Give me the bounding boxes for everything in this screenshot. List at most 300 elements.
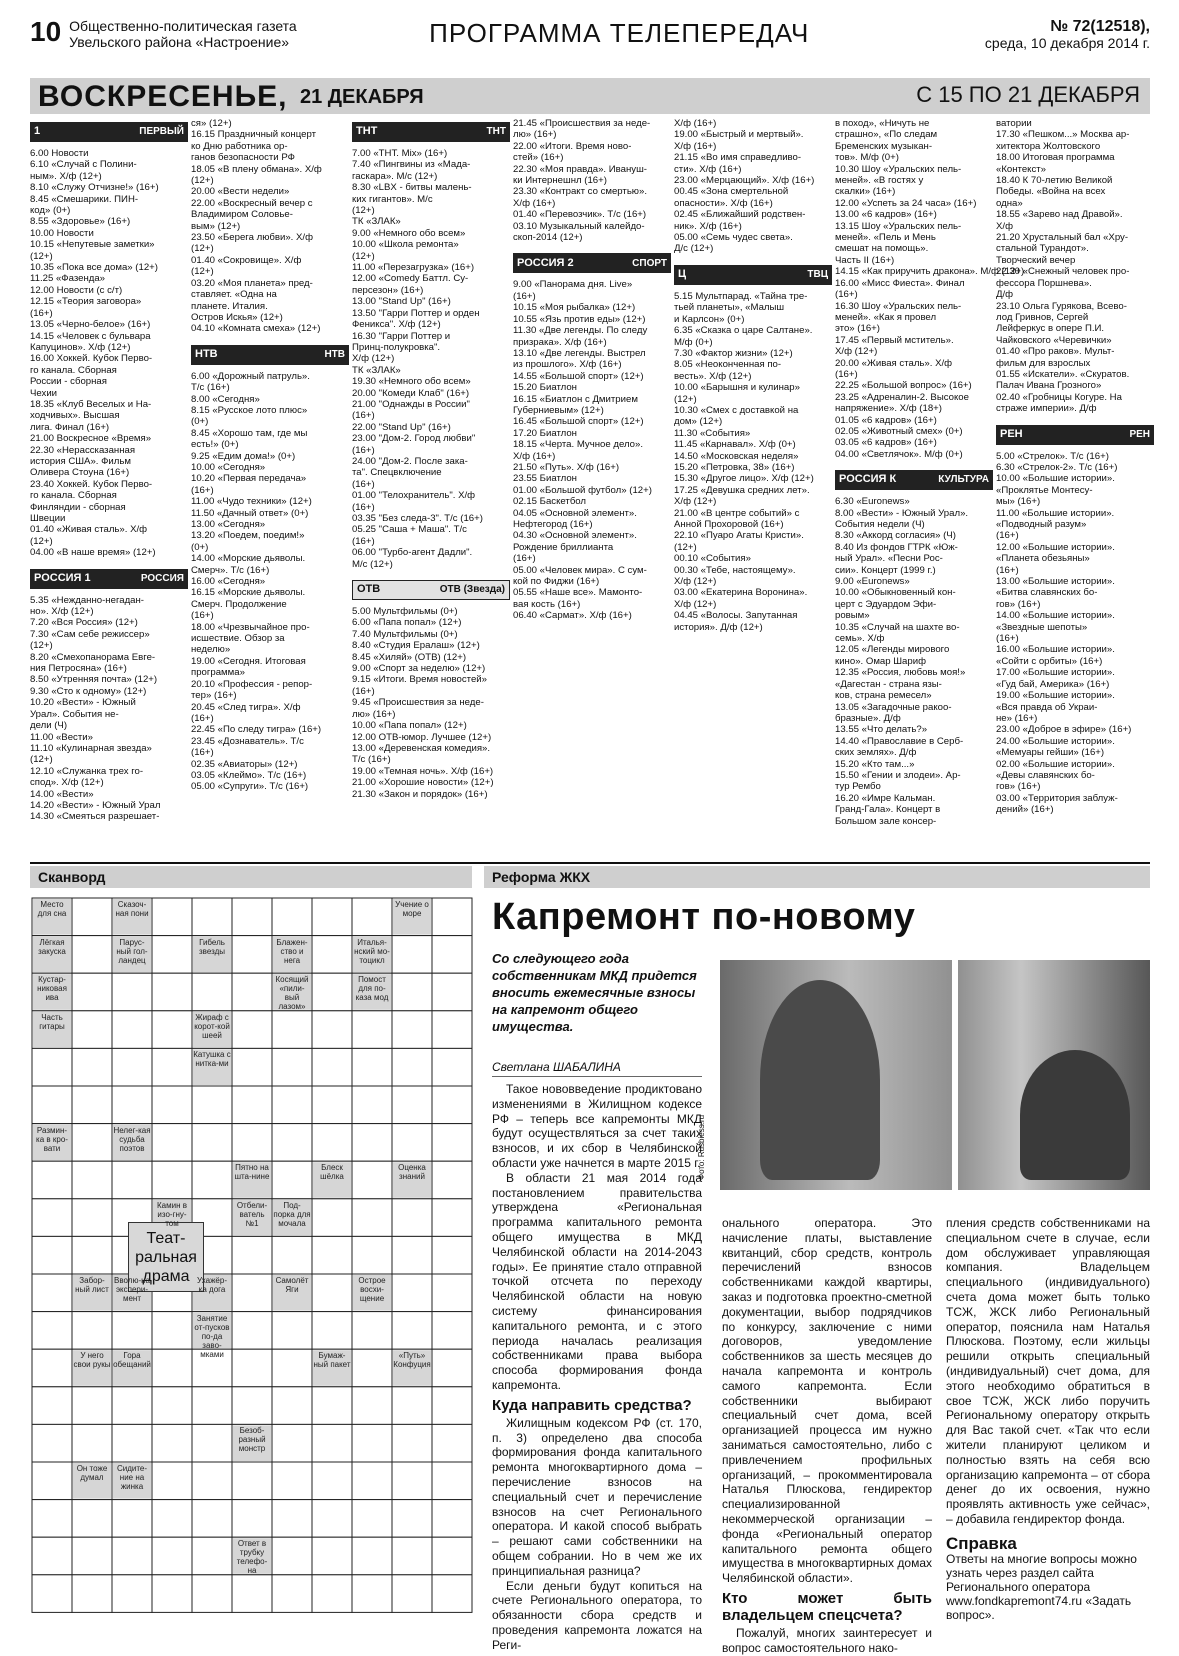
crossword-cell[interactable] — [32, 1199, 72, 1237]
crossword-cell[interactable] — [352, 1124, 392, 1162]
program-line: (12+) — [352, 205, 375, 217]
program-line: Остров Искья» (12+) — [191, 311, 283, 323]
crossword-cell[interactable] — [112, 1161, 152, 1199]
crossword-cell[interactable] — [392, 1387, 432, 1425]
crossword-cell[interactable] — [432, 1161, 472, 1199]
crossword-cell[interactable] — [152, 1011, 192, 1049]
crossword-cell[interactable] — [272, 1312, 312, 1350]
article-paragraph: Такое нововведение продиктовано изменениями в Жилищном кодексе РФ – теперь все капремонты МКД будут осуществляться за счет таких взносов, и их сбор в Челябинской области уже начнется в марте 2015 г. — [492, 1082, 702, 1170]
program-line: (16+) — [513, 290, 536, 302]
crossword-cell[interactable] — [232, 1349, 272, 1387]
crossword-cell[interactable] — [72, 1500, 112, 1538]
crossword-cell[interactable] — [272, 1462, 312, 1500]
program-line: 02.40 «Гробницы Когуре. На — [996, 391, 1122, 403]
crossword-cell[interactable] — [312, 1312, 352, 1350]
program-line: есть!» (0+) — [191, 439, 239, 451]
crossword-cell[interactable] — [352, 1500, 392, 1538]
program-line: 7.40 «Пингвины из «Мада- — [352, 159, 471, 171]
crossword-cell[interactable] — [232, 1011, 272, 1049]
crossword-cell[interactable] — [432, 1424, 472, 1462]
crossword-cell[interactable] — [392, 1500, 432, 1538]
crossword-cell[interactable] — [312, 1500, 352, 1538]
crossword-cell[interactable] — [72, 973, 112, 1011]
crossword-cell[interactable] — [32, 1462, 72, 1500]
program-line: страшно», «По следам — [835, 129, 938, 141]
program-line: гаскара». М/с (12+) — [352, 170, 438, 182]
crossword-cell[interactable] — [152, 1575, 192, 1613]
program-line: 12.35 «Россия, любовь моя!» — [835, 667, 966, 679]
program-line: 9.30 «Сто к одному» (12+) — [30, 685, 147, 697]
program-line: 05.00 «Семь чудес света». — [674, 232, 793, 244]
program-line: 18.00 Итоговая программа — [996, 152, 1115, 164]
crossword-cell[interactable] — [72, 1086, 112, 1124]
program-line: 10.00 «Барышня и кулинар» — [674, 382, 800, 394]
program-line: 05.00 «Человек мира». С сум- — [513, 564, 647, 576]
crossword-cell[interactable] — [352, 898, 392, 936]
program-line: «Вся правда об Украи- — [996, 701, 1098, 713]
program-line: (12+) — [30, 535, 53, 547]
program-line: ко Дню работника ор- — [191, 140, 288, 152]
program-line: бразные». Д/ф — [835, 712, 901, 724]
crossword-cell[interactable] — [152, 1161, 192, 1199]
program-line: 04.45 «Волосы. Запутанная — [674, 610, 798, 622]
crossword-cell[interactable] — [392, 973, 432, 1011]
crossword-cell[interactable] — [232, 1274, 272, 1312]
crossword-cell[interactable] — [152, 1537, 192, 1575]
program-line: 7.20 «Вся Россия» (12+) — [30, 617, 138, 629]
crossword-clue: Косящий «пили-вый лазом» — [275, 975, 309, 1012]
program-line: 16.15 «Биатлон с Дмитрием — [513, 393, 638, 405]
crossword-cell[interactable] — [232, 1387, 272, 1425]
program-line: ходчивых». Высшая — [30, 410, 120, 422]
program-line: 13.00 «Деревенская комедия». — [352, 742, 491, 754]
crossword-cell[interactable] — [232, 936, 272, 974]
crossword-cell[interactable] — [352, 1086, 392, 1124]
program-line: 04.30 «Основной элемент». — [513, 530, 637, 542]
program-line: Победы. «Война на всех — [996, 186, 1106, 198]
crossword-cell[interactable] — [312, 1387, 352, 1425]
program-line: 22.00 "Stand Up" (16+) — [352, 421, 451, 433]
article-subhead: Кто может быть владельцем спецсчета? — [722, 1589, 932, 1624]
crossword-cell[interactable] — [272, 898, 312, 936]
crossword-cell[interactable] — [392, 1312, 432, 1350]
program-line: 16.45 «Большой спорт» (12+) — [513, 416, 644, 428]
program-line: 6.00 «Папа попал» (12+) — [352, 617, 462, 629]
crossword-cell[interactable] — [112, 973, 152, 1011]
spacer — [674, 255, 832, 261]
program-line: 10.00 «Обыкновенный кон- — [835, 587, 956, 599]
issue-info — [985, 18, 1150, 52]
program-line: 9.00 «Немного обо всем» — [352, 227, 466, 239]
crossword-cell[interactable] — [272, 1086, 312, 1124]
crossword-cell[interactable] — [72, 1537, 112, 1575]
crossword-cell[interactable] — [32, 1312, 72, 1350]
program-line: 10.35 «Случай на шахте во- — [835, 621, 960, 633]
issue-date: среда, 10 декабря 2014 г. — [984, 35, 1150, 51]
crossword-cell[interactable] — [392, 1236, 432, 1274]
crossword-cell[interactable] — [192, 1161, 232, 1199]
crossword-cell[interactable] — [312, 1236, 352, 1274]
crossword-cell[interactable] — [232, 1312, 272, 1350]
program-line: 12.00 Новости (с с/т) — [30, 284, 123, 296]
crossword-cell[interactable] — [32, 1537, 72, 1575]
crossword-cell[interactable] — [352, 1199, 392, 1237]
crossword-cell[interactable] — [72, 1011, 112, 1049]
crossword-cell[interactable] — [432, 936, 472, 974]
crossword-cell[interactable] — [192, 1537, 232, 1575]
crossword-cell[interactable] — [112, 1312, 152, 1350]
program-line: 23.40 Хоккей. Кубок Перво- — [30, 478, 153, 490]
crossword-cell[interactable] — [112, 1011, 152, 1049]
crossword-cell[interactable] — [112, 1086, 152, 1124]
crossword-cell[interactable] — [32, 1424, 72, 1462]
program-line: 22.00 «Воскресный вечер с — [191, 197, 313, 209]
crossword-cell[interactable] — [72, 1048, 112, 1086]
crossword-clue: Помост для по-каза мод — [355, 975, 389, 1003]
tv-column — [513, 118, 671, 622]
crossword-cell[interactable] — [112, 1387, 152, 1425]
crossword-cell[interactable] — [352, 1462, 392, 1500]
crossword-cell[interactable] — [192, 898, 232, 936]
crossword-cell[interactable] — [32, 1236, 72, 1274]
program-line: Д/с (12+) — [674, 243, 714, 255]
program-line: 20.45 «След тигра». Х/ф — [191, 701, 301, 713]
crossword-cell[interactable] — [192, 1424, 232, 1462]
crossword-cell[interactable] — [192, 1575, 232, 1613]
program-line: 02.35 «Авиаторы» (12+) — [191, 758, 298, 770]
crossword-cell[interactable] — [312, 1274, 352, 1312]
channel-logo-icon: РОССИЯ 2 — [517, 256, 574, 269]
crossword-cell[interactable] — [272, 1349, 312, 1387]
crossword-cell[interactable] — [272, 1424, 312, 1462]
channel-name: СПОРТ — [632, 257, 667, 269]
crossword-cell[interactable] — [72, 1199, 112, 1237]
crossword-cell[interactable] — [152, 898, 192, 936]
program-line: 03.00 «Территория заблуж- — [996, 792, 1118, 804]
crossword-cell[interactable] — [392, 1537, 432, 1575]
crossword-cell[interactable] — [432, 1124, 472, 1162]
program-line: 9.00 «Панорама дня. Live» — [513, 279, 633, 291]
crossword-cell[interactable] — [432, 1011, 472, 1049]
reference-box — [946, 1533, 1150, 1622]
crossword-cell[interactable] — [272, 1575, 312, 1613]
crossword-cell[interactable] — [312, 898, 352, 936]
crossword-cell[interactable] — [352, 1312, 392, 1350]
crossword-cell[interactable] — [312, 1011, 352, 1049]
crossword-cell[interactable] — [232, 1124, 272, 1162]
spacer — [835, 460, 993, 466]
crossword-cell[interactable] — [32, 1349, 72, 1387]
program-line: 01.00 «Большой футбол» (12+) — [513, 484, 652, 496]
program-line: Лейферкус в опере П.И. — [996, 323, 1105, 335]
crossword-cell[interactable] — [72, 1424, 112, 1462]
program-line: та". Спецвключение — [352, 467, 442, 479]
crossword-cell[interactable] — [112, 1537, 152, 1575]
crossword-cell[interactable] — [72, 1575, 112, 1613]
crossword-cell[interactable] — [72, 1387, 112, 1425]
program-line: 22.10 «Пуаро Агаты Кристи». — [674, 530, 804, 542]
crossword-cell[interactable] — [192, 1462, 232, 1500]
program-line: 8.45 «Смешарики. ПИН- — [30, 193, 139, 205]
crossword-cell[interactable] — [392, 1424, 432, 1462]
crossword-clue: Вволю-на экспери-мент — [114, 1276, 150, 1303]
crossword-cell[interactable] — [152, 1086, 192, 1124]
program-line: 9.00 «Спорт за неделю» (12+) — [352, 663, 486, 675]
program-line: (12+) — [191, 175, 214, 187]
program-line: страже империи». Д/ф — [996, 403, 1097, 415]
crossword-cell[interactable] — [192, 1086, 232, 1124]
program-line: Владимиром Соловье- — [191, 209, 293, 221]
crossword-cell[interactable] — [152, 973, 192, 1011]
crossword-cell[interactable] — [272, 1387, 312, 1425]
crossword-cell[interactable] — [432, 1500, 472, 1538]
crossword-cell[interactable] — [352, 1537, 392, 1575]
program-line: 18.05 «В плену обмана». Х/ф — [191, 163, 322, 175]
crossword-cell[interactable] — [392, 1086, 432, 1124]
channel-name: ПЕРВЫЙ — [139, 126, 184, 138]
crossword-cell[interactable] — [112, 1575, 152, 1613]
program-line: М/с (12+) — [352, 558, 393, 570]
crossword-cell[interactable] — [72, 936, 112, 974]
program-line: 6.30 «Euronews» — [835, 496, 910, 508]
crossword-cell[interactable] — [232, 1500, 272, 1538]
crossword-cell[interactable] — [112, 1424, 152, 1462]
program-line: 8.45 «Хорошо там, где мы — [191, 427, 308, 439]
program-line: Феникса". Х/ф (12+) — [352, 319, 441, 331]
crossword-cell[interactable] — [72, 1124, 112, 1162]
crossword-cell[interactable] — [152, 1124, 192, 1162]
crossword-cell[interactable] — [392, 936, 432, 974]
crossword-cell[interactable] — [432, 973, 472, 1011]
crossword-clue: Сидите-ние на жинка — [116, 1464, 148, 1491]
crossword-cell[interactable] — [432, 1349, 472, 1387]
crossword-cell[interactable] — [352, 1011, 392, 1049]
channel-header — [996, 425, 1154, 445]
program-line: 21.00 «Хорошие новости» (12+) — [352, 777, 494, 789]
program-line: 20.00 "Комеди Клаб" (16+) — [352, 387, 470, 399]
crossword-cell[interactable] — [232, 973, 272, 1011]
program-line: 16.30 "Гарри Поттер и — [352, 330, 451, 342]
crossword-cell[interactable] — [392, 1462, 432, 1500]
program-line: 5.35 «Нежданно-негадан- — [30, 594, 144, 606]
crossword-cell[interactable] — [312, 1537, 352, 1575]
program-line: 23.10 Ольга Гурякова, Всево- — [996, 300, 1127, 312]
crossword-cell[interactable] — [32, 1500, 72, 1538]
crossword-cell[interactable] — [232, 1048, 272, 1086]
crossword-cell[interactable] — [432, 1199, 472, 1237]
program-line: События недели (Ч) — [835, 519, 925, 530]
crossword-cell[interactable] — [112, 1048, 152, 1086]
crossword-cell[interactable] — [432, 1312, 472, 1350]
program-line: 05.25 "Саша + Маша". Т/с — [352, 524, 467, 536]
program-line: Чехии — [30, 387, 58, 399]
program-line: церт с Эдуардом Эфи- — [835, 598, 937, 610]
crossword-cell[interactable] — [272, 1161, 312, 1199]
crossword-cell[interactable] — [432, 1086, 472, 1124]
program-line: ся» (12+) — [191, 118, 232, 129]
program-line: (16+) — [191, 610, 214, 622]
program-line: скалки» (16+) — [835, 186, 896, 198]
crossword-cell[interactable] — [352, 1387, 392, 1425]
crossword-clue: Под-порка для мочала — [273, 1200, 311, 1228]
program-line: Урал». События не- — [30, 708, 119, 720]
crossword-cell[interactable] — [32, 1161, 72, 1199]
crossword-cell[interactable] — [312, 1048, 352, 1086]
program-line: 23.50 «Берега любви». Х/ф — [191, 232, 313, 244]
crossword-cell[interactable] — [312, 1199, 352, 1237]
crossword-clue: Пятно на шта-нине — [234, 1163, 270, 1182]
crossword-cell[interactable] — [312, 1086, 352, 1124]
crossword-cell[interactable] — [352, 1161, 392, 1199]
crossword-cell[interactable] — [32, 1274, 72, 1312]
crossword-cell[interactable] — [192, 973, 232, 1011]
crossword-cell[interactable] — [432, 1048, 472, 1086]
crossword-grid — [32, 898, 472, 1614]
program-line: 00.45 «Зона смертельной — [674, 186, 789, 198]
crossword-cell[interactable] — [152, 1048, 192, 1086]
program-line: (12+) — [30, 640, 53, 652]
crossword-cell[interactable] — [152, 1387, 192, 1425]
crossword-cell[interactable] — [72, 1236, 112, 1274]
program-line: 16.00 «Сегодня» — [191, 576, 266, 588]
crossword-cell[interactable] — [392, 1274, 432, 1312]
channel-header — [674, 265, 832, 285]
article-column-3 — [946, 1216, 1150, 1622]
channel-logo-icon: РЕН — [1000, 427, 1023, 440]
program-line: смешат на помощь». — [835, 243, 929, 255]
crossword-cell[interactable] — [312, 1575, 352, 1613]
channel-name: ОТВ (Звезда) — [439, 584, 505, 596]
program-line: 13.05 «Черно-белое» (16+) — [30, 319, 151, 331]
crossword-cell[interactable] — [352, 1575, 392, 1613]
crossword-clue: Ухажёр-ка дога — [197, 1276, 227, 1294]
program-line: 17.00 «Большие истории». — [996, 667, 1115, 679]
crossword-cell[interactable] — [352, 1349, 392, 1387]
crossword-clue: Острое восхи-щение — [358, 1276, 386, 1303]
program-line: (12+) — [191, 243, 214, 255]
program-line: Часть II (16+) — [835, 254, 895, 266]
program-line: программа» — [191, 667, 245, 679]
program-line: Принц-полукровка". — [352, 341, 441, 353]
crossword-cell[interactable] — [192, 1124, 232, 1162]
week-range: С 15 ПО 21 ДЕКАБРЯ — [916, 82, 1140, 107]
article-column-2 — [722, 1216, 932, 1656]
crossword-cell[interactable] — [432, 1387, 472, 1425]
crossword-cell[interactable] — [152, 1312, 192, 1350]
program-line: фильм для взрослых — [996, 357, 1091, 369]
program-line: семь». Х/ф — [835, 633, 885, 645]
crossword-cell[interactable] — [432, 1462, 472, 1500]
tv-column — [674, 118, 832, 633]
program-line: (12+) — [30, 250, 53, 262]
program-line: 05.00 «Супруги». Т/с (16+) — [191, 781, 309, 793]
crossword-cell[interactable] — [432, 1575, 472, 1613]
crossword-cell[interactable] — [432, 1236, 472, 1274]
program-line: 7.30 «Сам себе режиссер» — [30, 628, 150, 640]
crossword-clue: Безоб-разный монстр — [238, 1426, 266, 1454]
paper-line-1: Общественно-политическая газета — [69, 18, 297, 34]
crossword-cell[interactable] — [112, 1500, 152, 1538]
crossword-cell[interactable] — [192, 1500, 232, 1538]
program-line: (16+) — [996, 564, 1019, 576]
program-line: ганов безопасности РФ — [191, 152, 295, 164]
crossword-cell[interactable] — [432, 1274, 472, 1312]
program-line: 6.30 «Стрелок-2». Т/с (16+) — [996, 461, 1118, 473]
program-line: Нефтегород (16+) — [513, 519, 593, 530]
crossword-cell[interactable] — [152, 1500, 192, 1538]
photo-worker-right — [1020, 1050, 1130, 1180]
program-line: ватории — [996, 118, 1032, 129]
crossword-cell[interactable] — [392, 1011, 432, 1049]
program-line: 19.00 «Быстрый и мертвый». — [674, 129, 804, 141]
crossword-cell[interactable] — [32, 1387, 72, 1425]
crossword-cell[interactable] — [192, 1387, 232, 1425]
crossword-cell[interactable] — [312, 1462, 352, 1500]
crossword-cell[interactable] — [272, 1048, 312, 1086]
crossword-cell[interactable] — [272, 1500, 312, 1538]
crossword-cell[interactable] — [232, 1236, 272, 1274]
program-line: X/ф (16+) — [674, 118, 717, 129]
crossword-cell[interactable] — [32, 1575, 72, 1613]
crossword-cell[interactable] — [272, 1011, 312, 1049]
crossword-cell[interactable] — [72, 1161, 112, 1199]
crossword-cell[interactable] — [352, 1048, 392, 1086]
crossword-cell[interactable] — [312, 973, 352, 1011]
crossword-cell[interactable] — [232, 1086, 272, 1124]
program-line: 6.00 «Дорожный патруль». — [191, 370, 310, 382]
crossword-cell[interactable] — [152, 1462, 192, 1500]
crossword-cell[interactable] — [72, 1312, 112, 1350]
crossword-cell[interactable] — [392, 1048, 432, 1086]
crossword-cell[interactable] — [432, 1537, 472, 1575]
crossword-cell[interactable] — [392, 1124, 432, 1162]
program-line: 14.00 «Вести» — [30, 788, 94, 800]
crossword-cell[interactable] — [232, 1462, 272, 1500]
program-line: спод». Х/ф (12+) — [30, 777, 104, 789]
crossword-cell[interactable] — [392, 1199, 432, 1237]
crossword-cell[interactable] — [72, 898, 112, 936]
program-line: кой по Фиджи (16+) — [513, 576, 600, 588]
program-line: 13.00 «Сегодня» — [191, 519, 266, 530]
crossword-cell[interactable] — [272, 1236, 312, 1274]
crossword-cell[interactable] — [312, 936, 352, 974]
crossword-cell[interactable] — [152, 936, 192, 974]
crossword-cell[interactable] — [272, 1124, 312, 1162]
crossword-cell[interactable] — [312, 1124, 352, 1162]
crossword-cell[interactable] — [432, 898, 472, 936]
crossword-cell[interactable] — [32, 1048, 72, 1086]
crossword-cell[interactable] — [152, 1424, 192, 1462]
program-line: это» (16+) — [835, 323, 880, 335]
crossword-clue: У него свои рукы — [73, 1351, 111, 1370]
crossword-cell[interactable] — [312, 1424, 352, 1462]
crossword-cell[interactable] — [232, 898, 272, 936]
article-subhead: Куда направить средства? — [492, 1396, 692, 1414]
channel-name: ТНТ — [486, 126, 506, 138]
crossword-cell[interactable] — [152, 1349, 192, 1387]
crossword-cell[interactable] — [232, 1575, 272, 1613]
crossword-cell[interactable] — [352, 1236, 392, 1274]
program-line: 23.45 «Дознаватель». Т/с — [191, 735, 304, 747]
crossword-cell[interactable] — [32, 1086, 72, 1124]
crossword-clue: Часть гитары — [39, 1012, 65, 1031]
crossword-cell[interactable] — [392, 1575, 432, 1613]
program-line: 21.00 "Однажды в России" — [352, 398, 470, 410]
program-line: Капуцинов». Х/ф (12+) — [30, 341, 131, 353]
crossword-cell[interactable] — [272, 1537, 312, 1575]
crossword-cell[interactable] — [352, 1424, 392, 1462]
program-line: 18.40 К 70-летию Великой — [996, 175, 1113, 187]
